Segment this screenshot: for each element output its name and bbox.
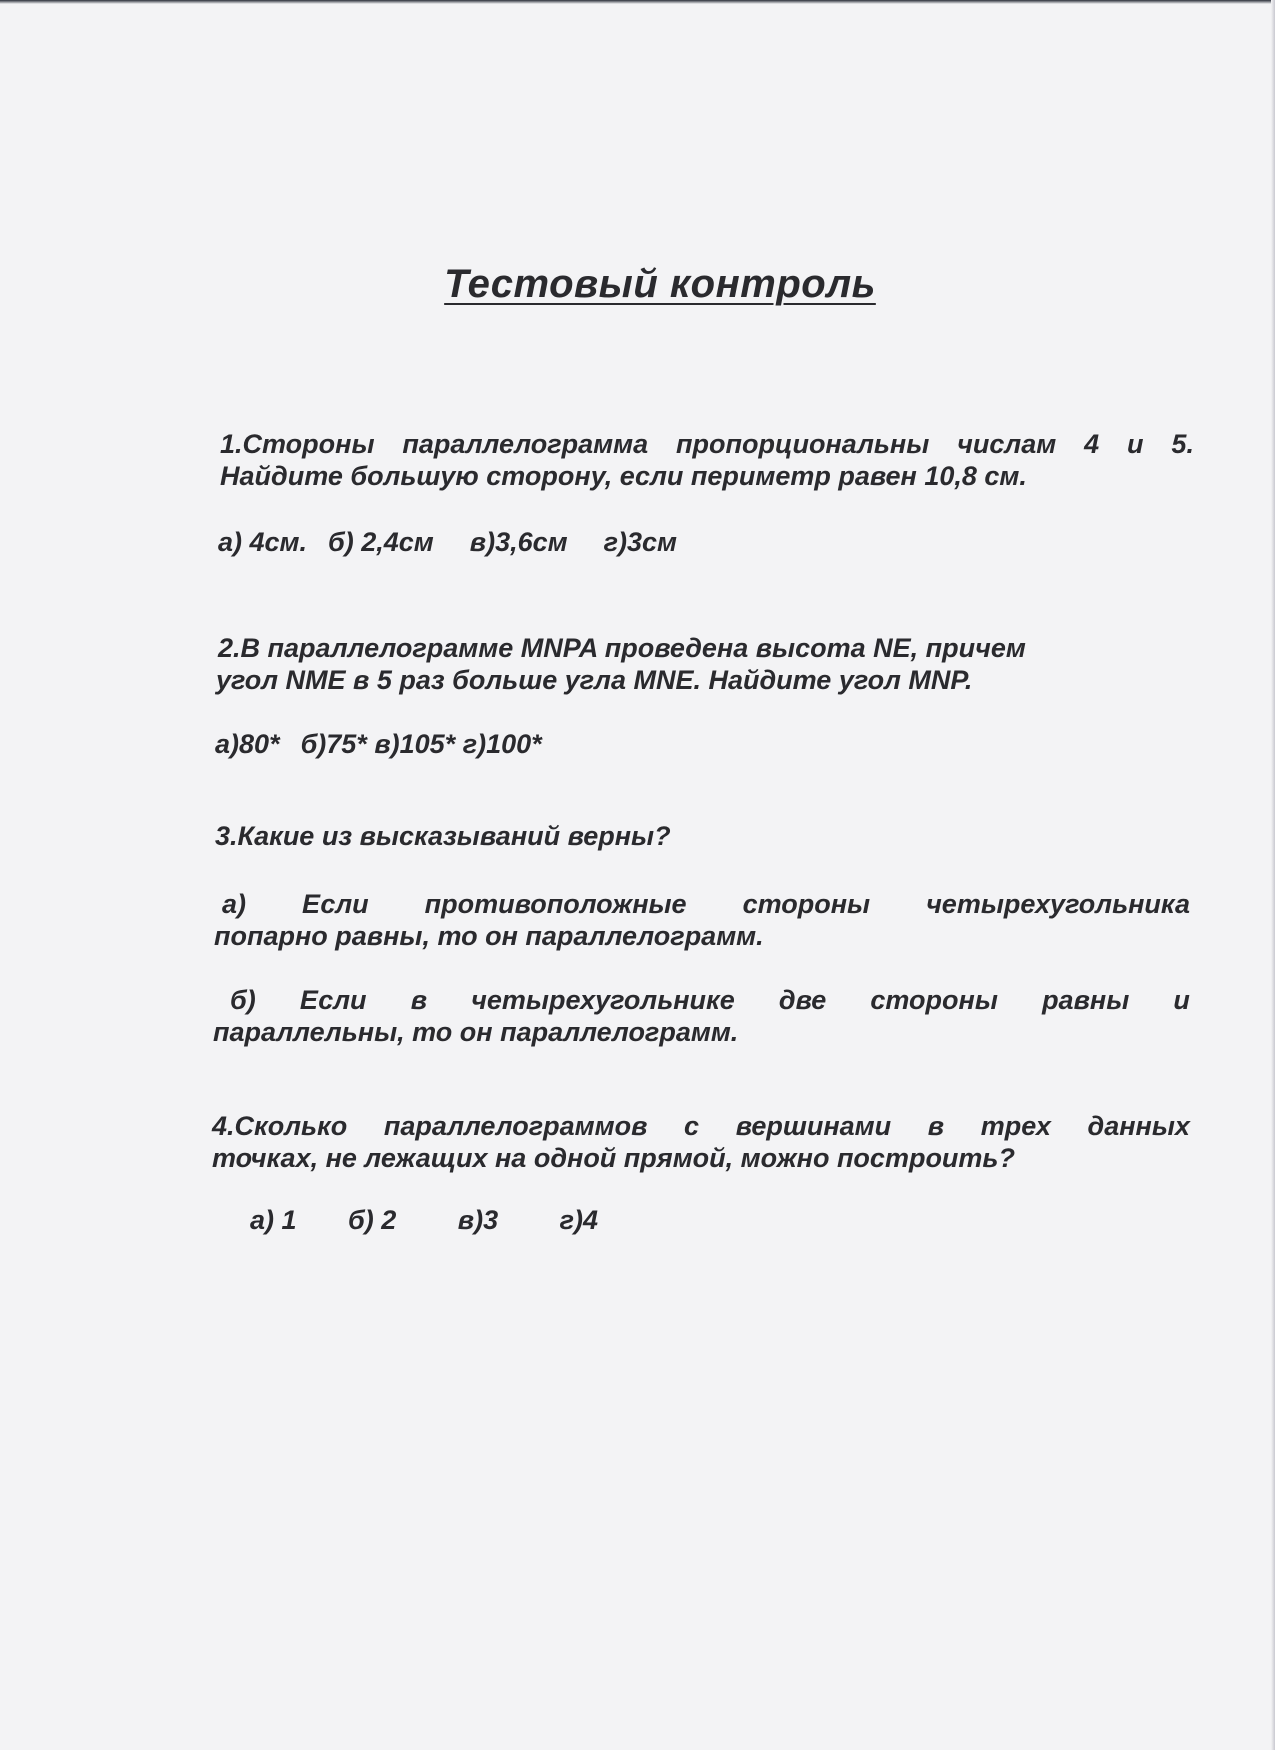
q4-word: в [927, 1111, 945, 1141]
option-b: б) 2,4см [328, 527, 434, 557]
statement-a-word: противоположные [424, 889, 687, 919]
statement-a-word: четырехугольника [926, 889, 1190, 919]
statement-b-word: в [410, 985, 427, 1015]
statement-a-word: а) [222, 889, 247, 919]
question-4-options [250, 1204, 598, 1236]
statement-a-line-1 [222, 888, 1190, 920]
q1-word: 4 [1084, 429, 1100, 459]
statement-b-word: четырехугольнике [471, 985, 735, 1015]
question-1-options [218, 526, 677, 558]
statement-b-words [230, 984, 1190, 1016]
statement-a-line-2: попарно равны, то он параллелограмм. [214, 921, 764, 951]
page-title: Тестовый контроль [444, 262, 876, 306]
option-v: в)3 [457, 1205, 499, 1235]
question-1-line-1-words [220, 428, 1194, 460]
option-v: в)105* [374, 729, 456, 759]
option-a: а)80* [215, 729, 280, 759]
option-g: г)4 [559, 1205, 599, 1235]
q1-word: пропорциональны [676, 429, 930, 459]
statement-a-word: стороны [742, 889, 871, 919]
q1-word: параллелограмма [402, 429, 649, 459]
statement-b-word: две [778, 985, 827, 1015]
option-a: а) 1 [250, 1205, 297, 1235]
option-a: а) 4см. [218, 527, 308, 557]
question-4-text-line-2: точках, не лежащих на одной прямой, можно построить? [212, 1143, 1015, 1173]
question-2-text-line-1: 2.В параллелограмме MNPA проведена высота NE, причем [218, 633, 1026, 663]
question-4-text-line-1 [212, 1110, 1190, 1142]
question-4-words [212, 1110, 1190, 1142]
q4-word: параллелограммов [383, 1111, 648, 1141]
q1-word: и [1127, 429, 1144, 459]
q4-word: с [684, 1111, 700, 1141]
q4-word: данных [1087, 1111, 1190, 1141]
q1-word: 5. [1171, 429, 1194, 459]
statement-b-word: и [1173, 985, 1190, 1015]
q4-word: 4.Сколько [212, 1111, 348, 1141]
option-g: г)3см [603, 527, 678, 557]
statement-b-line-1 [230, 984, 1190, 1016]
statement-b-word: Если [299, 985, 367, 1015]
statement-b-word: стороны [870, 985, 998, 1015]
q1-word: 1.Стороны [220, 429, 375, 459]
option-g: г)100* [462, 729, 542, 759]
statement-b-word: б) [230, 985, 256, 1015]
question-1-text-line-2: Найдите большую сторону, если периметр равен 10,8 см. [220, 461, 1027, 491]
statement-b-word: равны [1042, 985, 1130, 1015]
question-2-options [215, 728, 542, 760]
question-1-text-line-1 [220, 428, 1194, 460]
q4-word: трех [980, 1111, 1051, 1141]
statement-b-line-2: параллельны, то он параллелограмм. [213, 1017, 739, 1047]
statement-a-words [222, 888, 1190, 920]
option-b: б)75* [300, 729, 367, 759]
statement-a-word: Если [302, 889, 369, 919]
q4-word: вершинами [735, 1111, 892, 1141]
option-b: б) 2 [348, 1205, 397, 1235]
option-v: в)3,6см [469, 527, 568, 557]
question-3-text: 3.Какие из высказываний верны? [215, 821, 671, 851]
question-2-text-line-2: угол NME в 5 раз больше угла MNE. Найдите угол MNP. [216, 665, 973, 695]
q1-word: числам [957, 429, 1057, 459]
